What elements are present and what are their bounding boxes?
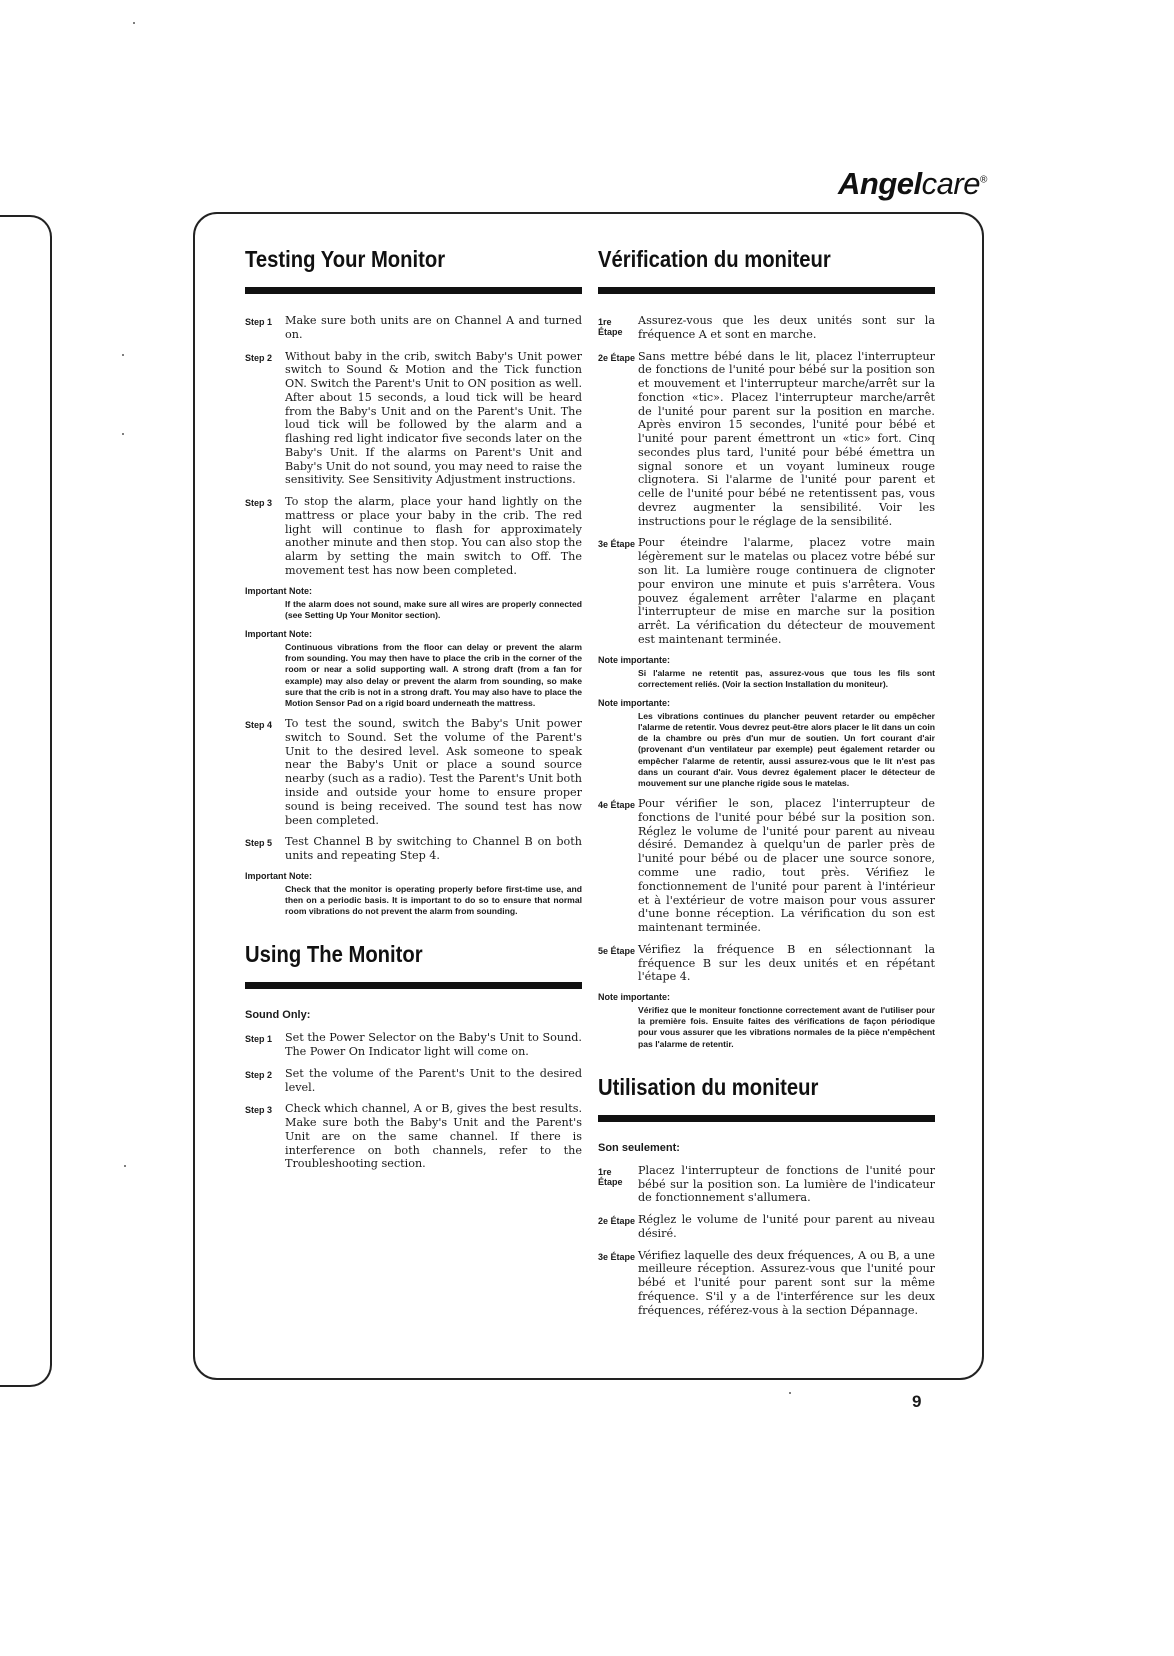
step-text: Set the volume of the Parent's Unit to the desired level. (285, 1066, 582, 1094)
step-item (598, 797, 935, 935)
step-item (245, 1102, 582, 1171)
step-text: To test the sound, switch the Baby's Unit power switch to Sound. Set the volume of the Parent's Unit to the desired level. Ask someone to speak near the Baby's Unit or place a sound source nearby (such as a radio). Test the Parent's Unit both inside and outside your home to ensure proper sound is being received. The sound test has now been completed. (285, 717, 582, 827)
page-number: 9 (912, 1392, 922, 1411)
important-note-text: Check that the monitor is operating properly before first-time use, and then on a periodic basis. It is important to do so to ensure that normal room vibrations do not prevent the alarm from sounding. (285, 883, 582, 917)
step-item (598, 314, 935, 342)
step-item (245, 350, 582, 488)
scan-speck (124, 1165, 126, 1167)
title-rule (245, 982, 582, 989)
step-label: 3e Étape (598, 1251, 636, 1262)
step-text: Réglez le volume de l'unité pour parent au niveau désiré. (638, 1213, 935, 1240)
step-text: Vérifiez la fréquence B en sélectionnant la fréquence B sur les deux unités et en répétant l'étape 4. (638, 942, 935, 984)
angelcare-logo: Angelcare® (838, 166, 987, 201)
step-item (598, 350, 935, 529)
important-note-text: Vérifiez que le moniteur fonctionne correctement avant de l'utiliser pour la première fois. Ensuite faites des vérifications de façon périodique pour vous assurer que les vibrations normales de la pièce n'empêchent pas l'alarme de retentir. (638, 1005, 935, 1049)
step-text: Assurez-vous que les deux unités sont sur la fréquence A et sont en marche. (638, 314, 935, 341)
step-item (245, 1067, 582, 1095)
left-page-edge-frame (0, 215, 52, 1387)
step-label: 2e Étape (598, 1216, 636, 1227)
title-rule (598, 287, 935, 294)
section-title-utilisation: Utilisation du moniteur (598, 1073, 819, 1100)
important-note-text: Les vibrations continues du plancher peuvent retarder ou empêcher l'alarme de retentir. Vous devrez peut-être alors placer le lit dans un coin de la chambre ou près d'un mur de soutien. Un fort courant d'air (provenant d'un ventilateur par exemple) peut également retarder ou empêcher l'alarme de retentir, aussi assurez-vous que le lit n'est pas dans un courant d'air. Vous devrez également placer le détecteur de mouvement sur une planche rigide sous le matelas. (638, 710, 935, 788)
step-label: Step 2 (245, 352, 273, 363)
step-text: Pour éteindre l'alarme, placez votre main légèrement sur le matelas ou placez votre bébé sur son lit. La lumière rouge continuera de clignoter pour environ une minute et puis s'arrêtera. Vous pouvez également arrêter l'alarme en plaçant l'interrupteur de mise en marche sur la position arrêt. La vérification du détecteur de mouvement est maintenant terminée. (638, 536, 935, 646)
step-text: Make sure both units are on Channel A and turned on. (285, 314, 582, 341)
step-item (245, 495, 582, 578)
step-text: Vérifiez laquelle des deux fréquences, A ou B, a une meilleure réception. Assurez-vous que l'unité pour bébé et l'unité pour parent sont sur la même fréquence. S'il y a de l'interférence sur les deux fréquences, référez-vous à la section Dépannage. (638, 1248, 935, 1317)
step-label: Step 3 (245, 1105, 273, 1116)
step-item (598, 1213, 935, 1241)
important-note-text: If the alarm does not sound, make sure all wires are properly connected (see Setting Up Your Monitor section). (285, 598, 582, 620)
step-text: To stop the alarm, place your hand lightly on the mattress or place your baby in the crib. The red light will continue to flash for approximately another minute and then stop. You can also stop the alarm by setting the main switch to Off. The movement test has now been completed. (285, 495, 582, 578)
scan-speck (122, 354, 124, 356)
step-text: Without baby in the crib, switch Baby's Unit power switch to Sound & Motion and the Tick function ON. Switch the Parent's Unit to ON position as well. After about 15 seconds, a loud tick will be heard from the Baby's Unit and on the Parent's Unit. The loud tick will be followed by the alarm and a flashing red light indicator five seconds later on the Baby's Unit. If the alarms on Parent's Unit and Baby's Unit do not sound, you may need to raise the sensitivity. See Sensitivity Adjustment instructions. (285, 349, 582, 487)
step-label: Step 3 (245, 498, 273, 509)
step-item (245, 1031, 582, 1059)
french-column (598, 246, 935, 1325)
step-label: Step 4 (245, 720, 273, 731)
step-text: Set the Power Selector on the Baby's Unit to Sound. The Power On Indicator light will come on. (285, 1031, 582, 1059)
step-item (245, 835, 582, 863)
step-label: 2e Étape (598, 352, 636, 363)
scan-speck (122, 433, 124, 435)
step-label: 1re Étape (598, 1166, 623, 1187)
step-item (598, 943, 935, 984)
english-column (245, 246, 582, 1179)
scan-speck (133, 22, 135, 24)
step-label: 1re Étape (598, 317, 623, 337)
step-text: Sans mettre bébé dans le lit, placez l'interrupteur de fonctions de l'unité pour bébé sur la position son et mouvement et l'interrupteur marche/arrêt sur la fonction «tic». Placez l'interrupteur marche/arrêt de l'unité pour parent sur la position en marche. Après environ 15 secondes, l'unité pour bébé et l'unité pour parent émettront un «tic» fort. Cinq secondes plus tard, l'unité pour bébé émettra un signal sonore et un voyant lumineux rouge clignotera. Si l'alarme de l'unité pour parent et celle de l'unité pour bébé ne retentissent pas, vous devrez augmenter la sensibilité. Voir les instructions pour le réglage de la sensibilité. (638, 349, 935, 528)
important-note-text: Si l'alarme ne retentit pas, assurez-vous que tous les fils sont correctement reliés. (Voir la section Installation du moniteur). (638, 667, 935, 689)
step-label: Step 1 (245, 1034, 273, 1045)
important-note-label: Important Note: (245, 585, 312, 596)
subsection-title: Sound Only: (245, 1009, 311, 1022)
step-item (245, 314, 582, 342)
step-label: Step 1 (245, 317, 273, 327)
important-note-label: Note importante: (598, 992, 670, 1003)
step-item (598, 536, 935, 646)
step-item (598, 1164, 935, 1205)
step-label: 5e Étape (598, 945, 636, 956)
step-label: 4e Étape (598, 800, 636, 811)
scan-speck (789, 1392, 791, 1394)
step-text: Check which channel, A or B, gives the best results. Make sure both the Baby's Unit and the Parent's Unit are on the same channel. If there is interference on both channels, refer to the Troubleshooting section. (285, 1102, 582, 1171)
step-text: Test Channel B by switching to Channel B on both units and repeating Step 4. (285, 835, 582, 863)
title-rule (245, 287, 582, 294)
title-rule (598, 1115, 935, 1122)
section-title-verification: Vérification du moniteur (598, 246, 831, 272)
step-label: 3e Étape (598, 539, 636, 550)
step-text: Placez l'interrupteur de fonctions de l'unité pour bébé sur la position son. La lumière de l'indicateur de fonctionnement s'allumera. (638, 1163, 935, 1205)
step-item (598, 1249, 935, 1318)
important-note-label: Note importante: (598, 654, 670, 665)
important-note-text: Continuous vibrations from the floor can delay or prevent the alarm from sounding. You may then have to place the crib in the corner of the room or near a solid supporting wall. A strong draft (from a fan for example) may also delay or prevent the alarm from sounding, so make sure that the crib is not in a strong draft. You may also have to place the Motion Sensor Pad on a rigid board underneath the mattress. (285, 642, 582, 708)
step-label: Step 5 (245, 838, 273, 849)
important-note-label: Note importante: (598, 697, 670, 708)
step-item (245, 717, 582, 827)
important-note-label: Important Note: (245, 629, 312, 640)
step-text: Pour vérifier le son, placez l'interrupteur de fonctions de l'unité pour bébé sur la position son. Réglez le volume de l'unité pour parent au niveau désiré. Demandez à quelqu'un de parler près de l'unité pour bébé ou de placer une source sonore, comme une radio, tout près. Vérifiez le fonctionnement de l'unité pour parent à l'intérieur et à l'extérieur de votre maison pour vous assurer d'une bonne réception. La vérification du son est maintenant terminée. (638, 797, 935, 935)
section-title-using: Using The Monitor (245, 941, 423, 968)
section-title-testing: Testing Your Monitor (245, 246, 446, 272)
step-label: Step 2 (245, 1069, 273, 1080)
subsection-title: Son seulement: (598, 1141, 680, 1154)
important-note-label: Important Note: (245, 870, 312, 881)
